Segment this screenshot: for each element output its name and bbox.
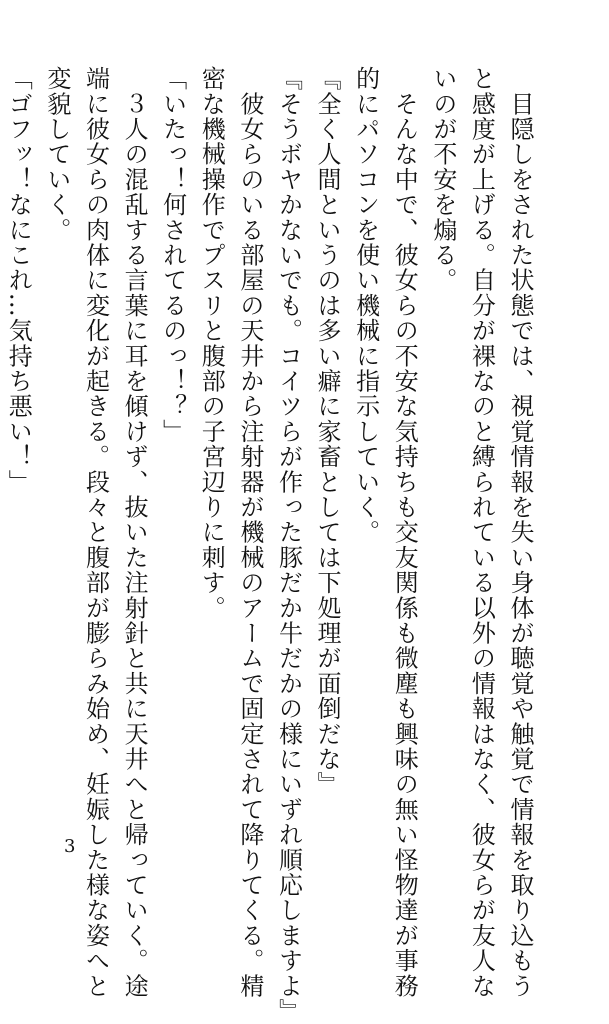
text-line: 変貌していく。 [42,66,71,243]
text-line: 彼女らのいる部屋の天井から注射器が機械のアームで固定されて降りてくる。精 [235,66,264,999]
text-line: と感度が上げる。自分が裸なのと縛られている以外の情報はなく、彼女らが友人な [467,66,496,999]
text-line: いのが不安を煽る。 [428,66,457,293]
text-line: ３人の混乱する言葉に耳を傾けず、抜いた注射針と共に天井へと帰っていく。途 [120,66,149,999]
text-line: 「ゴフッ！なにこれ…気持ち悪い！」 [4,66,33,495]
text-line: 「いたっ！何されてるのっ！？」 [158,66,187,444]
text-line: 端に彼女らの肉体に変化が起きる。段々と腹部が膨らみ始め、妊娠した様な姿へと [81,66,110,999]
vertical-text-block [0,66,539,1024]
text-line: 密な機械操作でプスリと腹部の子宮辺りに刺す。 [197,66,226,621]
text-line: 『全く人間というのは多い癖に家畜としては下処理が面倒だな』 [313,66,342,797]
page-number: 3 [64,836,76,857]
text-line: 目隠しをされた状態では、視覚情報を失い身体が聴覚や触覚で情報を取り込もう [506,66,534,999]
text-line: そんな中で、彼女らの不安な気持ちも交友関係も微塵も興味の無い怪物達が事務 [390,66,419,999]
text-line: 的にパソコンを使い機械に指示していく。 [351,66,380,545]
text-line: 『そうボヤかないでも。コイツらが作った豚だか牛だかの様にいずれ順応しますよ』 [274,66,303,1024]
